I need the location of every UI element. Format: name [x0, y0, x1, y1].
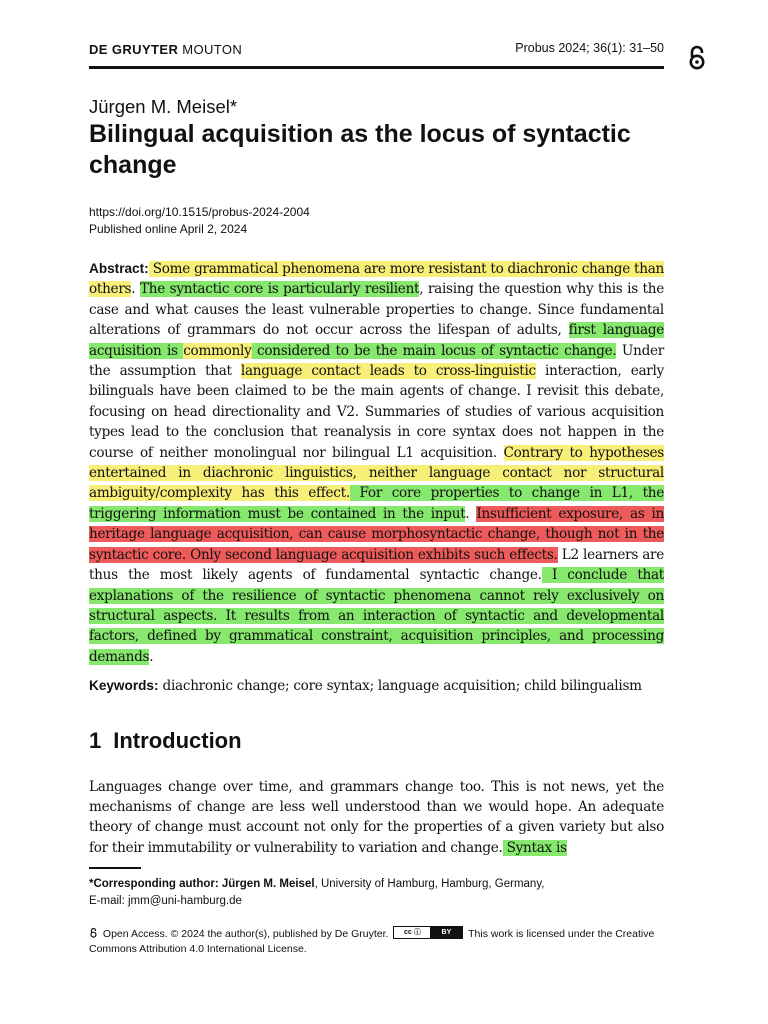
doi-link[interactable]: https://doi.org/10.1515/probus-2024-2004: [89, 205, 310, 219]
highlight-green: considered to be the main locus of syntactic change.: [251, 342, 617, 359]
intro-text: Languages change over time, and grammars change too. This is not news, yet the mechanisms of change are less well understood than we would hope. An adequate theory of change must account not only for the properties of a given variety but also for their immutability or vulnerability to variation and change.: [89, 779, 664, 856]
abstract-text: .: [149, 648, 154, 665]
abstract-text: interaction, early bilinguals have been claimed to be the main agents of change. I revisit this debate, focusing on head directionality and V2. Summaries of studies of various acquisition types lead to the conclusion that reanalysis in core syntax does not happen in the course of neither monolingual nor bilingual L1 acquisition.: [89, 363, 664, 461]
abstract-text: , raising the question why this is the case and what causes the least vulnerable properties to change. Since fundamental alterations of grammars do not occur across the lifespan of adults,: [89, 281, 664, 339]
highlight-red: Insufficient exposure, as in heritage language acquisition, can cause morphosyntactic change, though not in the syntactic core. Only second language acquisition exhibits such effects.: [89, 505, 664, 563]
highlight-green: first language acquisition is: [89, 322, 665, 359]
article-meta: [89, 204, 310, 238]
published-date: Published online April 2, 2024: [89, 222, 248, 236]
keywords-label: Keywords:: [89, 678, 159, 693]
publisher-logo: DE GRUYTER MOUTON: [89, 42, 243, 57]
cc-badge-right: BY: [441, 929, 452, 936]
corresponding-author-label: *Corresponding author: Jürgen M. Meisel: [89, 878, 315, 890]
open-access-icon: [89, 927, 98, 939]
author-email[interactable]: E-mail: jmm@uni-hamburg.de: [89, 895, 242, 907]
highlight-green: For core properties to change in L1, the triggering information must be contained in the input: [89, 485, 664, 522]
journal-reference: Probus 2024; 36(1): 31–50: [515, 41, 664, 55]
article-title: Bilingual acquisition as the locus of syntactic change: [89, 120, 631, 179]
section-heading: [89, 728, 242, 754]
section-number: 1: [89, 728, 102, 753]
footnote-rule: [89, 867, 141, 869]
license-note: [89, 926, 679, 956]
highlight-yellow: commonly: [183, 342, 252, 359]
license-text: Open Access. © 2024 the author(s), published by De Gruyter.: [100, 928, 389, 940]
highlight-yellow: Some grammatical phenomena are more resistant to diachronic change than others: [89, 261, 664, 298]
abstract-text: L2 learners are thus the most likely agents of fundamental syntactic change.: [89, 546, 664, 584]
highlight-green: I conclude that explanations of the resilience of syntactic phenomena cannot rely exclusively on structural aspects. It results from an interaction of syntactic and developmental factors, defined by grammatical constraint, acquisition principles, and processing demands: [89, 567, 664, 665]
keywords: [89, 676, 689, 696]
abstract: [89, 259, 664, 667]
abstract-label: Abstract:: [89, 261, 149, 276]
abstract-text: .: [131, 281, 140, 298]
license-text: This work is licensed under the Creative Commons Attribution 4.0 International License.: [89, 928, 655, 955]
open-access-icon: [686, 45, 708, 71]
section-title: Introduction: [113, 728, 242, 753]
highlight-green: Syntax is: [502, 839, 567, 856]
cc-by-badge-icon[interactable]: [393, 926, 463, 939]
author-name: Jürgen M. Meisel*: [89, 96, 238, 117]
intro-paragraph: [89, 777, 664, 858]
page-header: [89, 40, 664, 60]
header-rule: [89, 66, 664, 69]
abstract-text: .: [465, 505, 477, 522]
highlight-yellow: language contact leads to cross-linguistic: [240, 363, 536, 380]
highlight-green: The syntactic core is particularly resilient: [139, 281, 420, 298]
highlight-yellow: Contrary to hypotheses entertained in diachronic linguistics, neither language contact nor structural ambiguity/complexity has this effect.: [89, 444, 664, 502]
abstract-text: Under the assumption that: [89, 342, 664, 380]
cc-badge-left: cc ⓘ: [394, 927, 430, 938]
keywords-text: diachronic change; core syntax; language acquisition; child bilingualism: [158, 678, 642, 694]
footnote: [89, 876, 689, 910]
affiliation-text: , University of Hamburg, Hamburg, Germany,: [314, 878, 545, 890]
